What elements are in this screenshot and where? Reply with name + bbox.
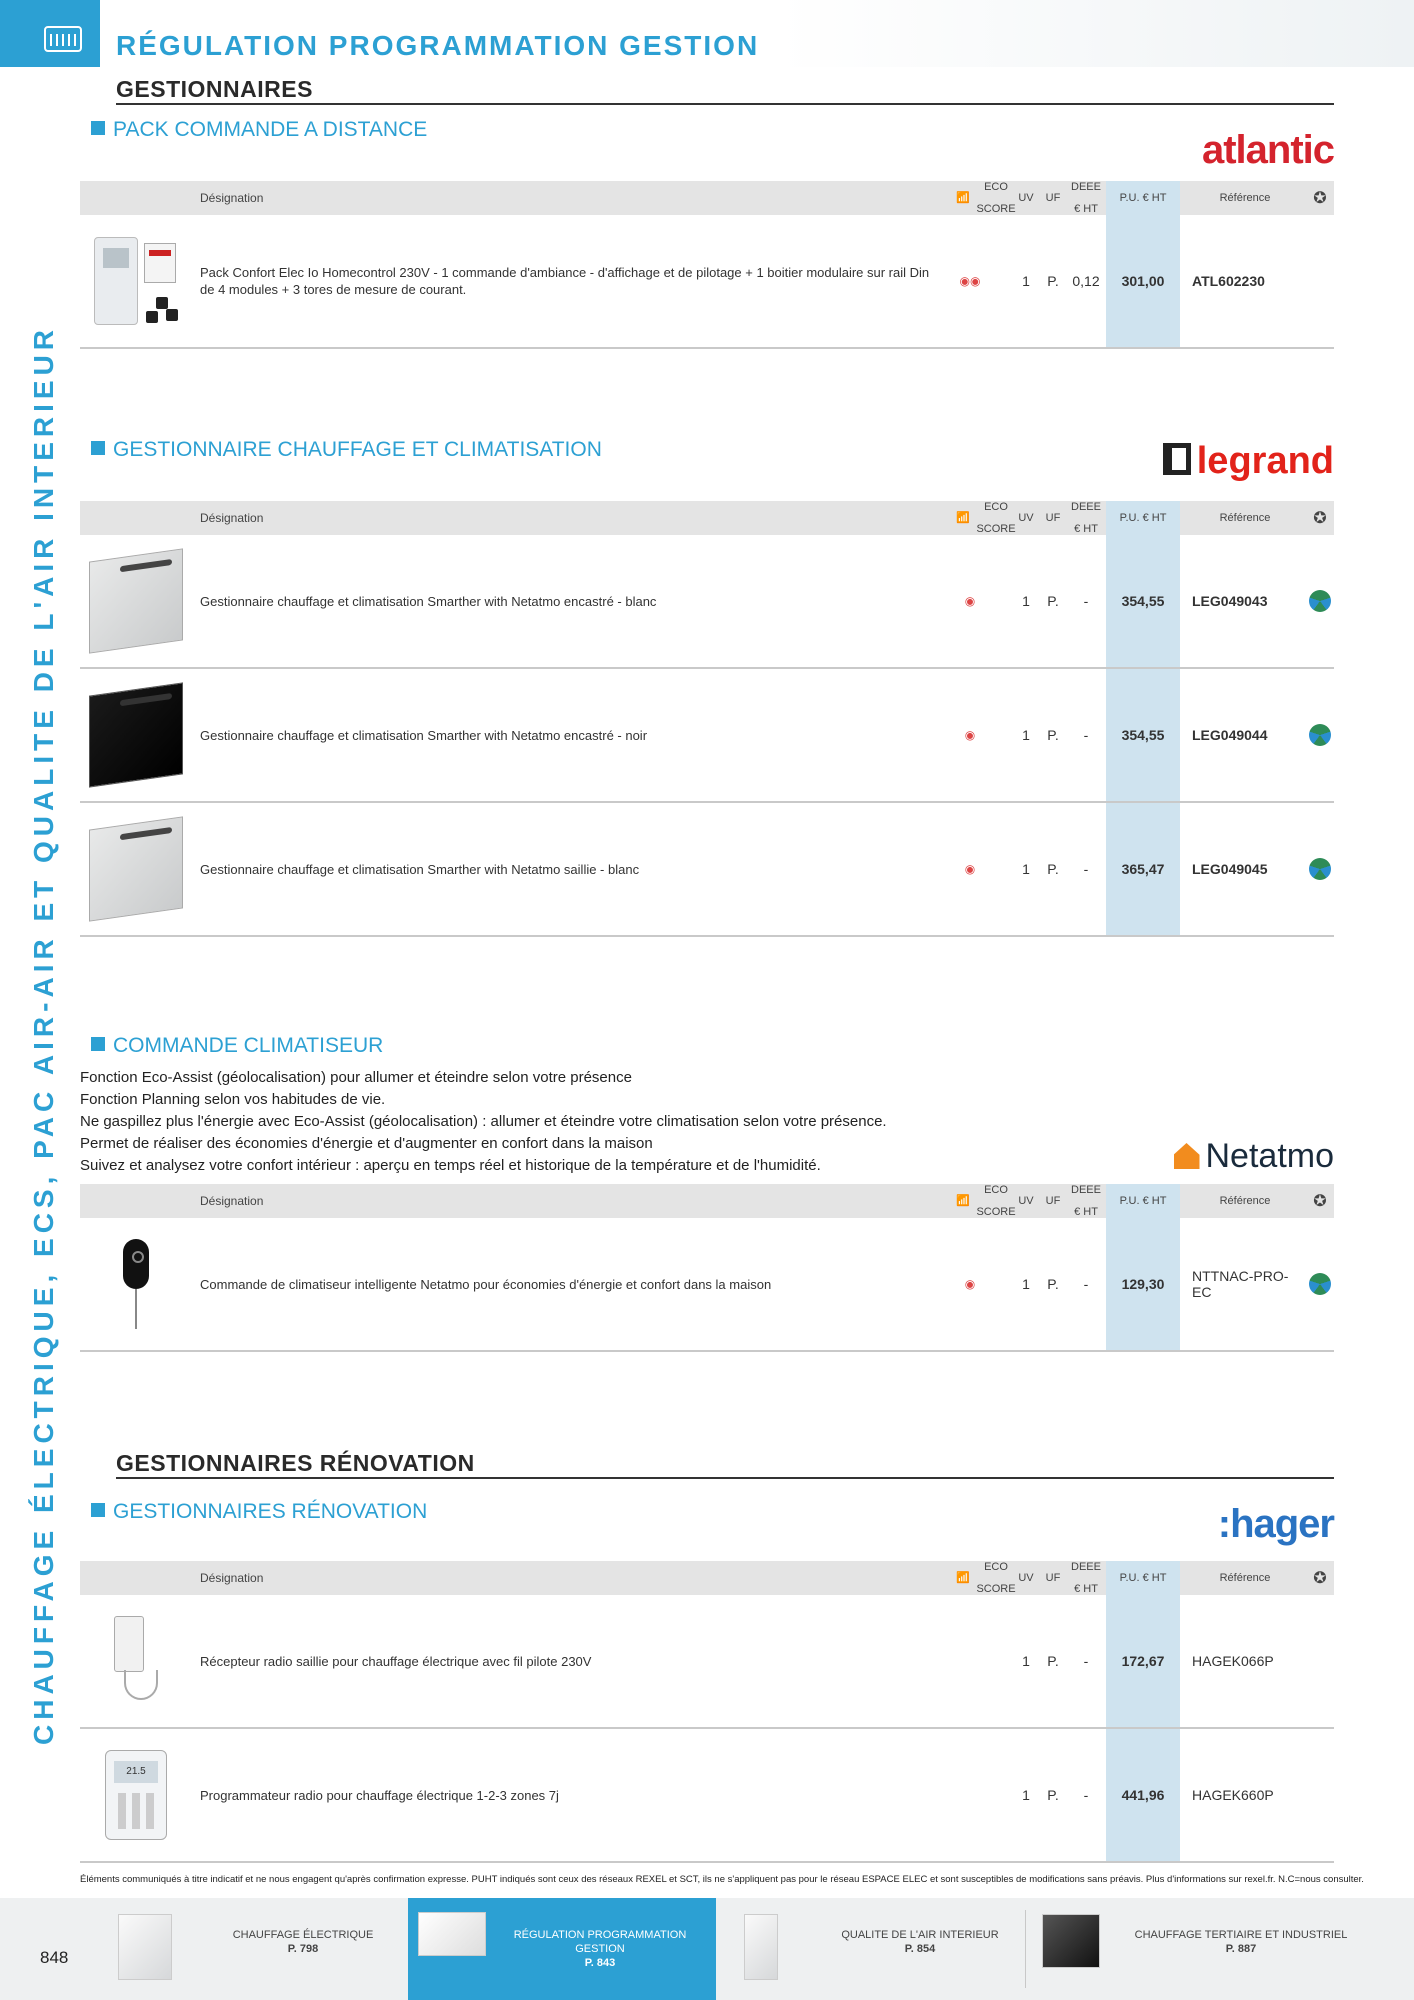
recycle-icon — [1306, 535, 1334, 667]
product-table-climatiseur — [80, 1184, 1334, 1352]
brand-logo-atlantic: atlantic — [1201, 128, 1334, 172]
uv-value: 1 — [1022, 1276, 1030, 1292]
product-thumbnail — [118, 1914, 172, 1980]
product-reference[interactable]: ATL602230 — [1192, 273, 1265, 289]
description-line: Ne gaspillez plus l'énergie avec Eco-Assist (géolocalisation) : allumer et éteindre votre climatisation selon votre présence. — [80, 1113, 887, 1130]
category-tab[interactable] — [0, 0, 100, 67]
uv-value: 1 — [1022, 727, 1030, 743]
col-uv: UV — [1018, 191, 1034, 204]
nav-page: P. 843 — [584, 1957, 616, 1969]
product-reference[interactable]: NTTNAC-PRO-EC — [1192, 1268, 1289, 1300]
subsection-label: PACK COMMANDE A DISTANCE — [113, 118, 428, 141]
deee-value: - — [1083, 593, 1089, 609]
col-uf: UF — [1045, 1571, 1061, 1584]
subsection-label: GESTIONNAIRES RÉNOVATION — [113, 1500, 428, 1523]
col-deee: DEEE € HT — [1071, 500, 1101, 535]
table-row[interactable] — [80, 1218, 1334, 1352]
bullet-square-icon — [91, 1503, 105, 1517]
description-line: Suivez et analysez votre confort intérieur : aperçu en temps réel et historique de la température et de l'humidité. — [80, 1157, 821, 1174]
uf-value: P. — [1047, 1276, 1059, 1292]
uv-value: 1 — [1022, 1787, 1030, 1803]
col-price: P.U. € HT — [1106, 1561, 1180, 1595]
col-designation: Désignation — [200, 1193, 264, 1208]
col-reference: Référence — [1219, 191, 1271, 204]
subsection-label: COMMANDE CLIMATISEUR — [113, 1034, 384, 1057]
product-designation: Gestionnaire chauffage et climatisation Smarther with Netatmo saillie - blanc — [200, 861, 640, 877]
table-row[interactable] — [80, 1729, 1334, 1863]
col-uv: UV — [1018, 1194, 1034, 1207]
recycle-icon — [1306, 803, 1334, 935]
uf-value: P. — [1047, 727, 1059, 743]
product-image — [80, 1729, 192, 1861]
col-uv: UV — [1018, 511, 1034, 524]
col-eco-score: ECO SCORE — [976, 180, 1016, 215]
footer-nav-chauffage-electrique[interactable] — [100, 1898, 408, 2000]
col-uf: UF — [1045, 191, 1061, 204]
eco-score-icon: ◉ — [964, 728, 976, 742]
footer-nav-qualite-air[interactable] — [716, 1898, 1024, 2000]
wifi-icon: 📶 — [956, 1194, 970, 1207]
col-price: P.U. € HT — [1106, 1184, 1180, 1218]
section-rule — [116, 1477, 1334, 1479]
col-designation: Désignation — [200, 1570, 264, 1585]
col-price: P.U. € HT — [1106, 501, 1180, 535]
product-designation: Gestionnaire chauffage et climatisation Smarther with Netatmo encastré - noir — [200, 727, 648, 743]
product-designation: Récepteur radio saillie pour chauffage électrique avec fil pilote 230V — [200, 1653, 592, 1669]
uv-value: 1 — [1022, 273, 1030, 289]
product-description — [80, 1067, 887, 1177]
unit-price: 441,96 — [1121, 1787, 1165, 1803]
nav-page: P. 798 — [287, 1943, 319, 1955]
recycle-icon — [1306, 669, 1334, 801]
page-title: RÉGULATION PROGRAMMATION GESTION — [116, 30, 760, 61]
product-designation: Gestionnaire chauffage et climatisation Smarther with Netatmo encastré - blanc — [200, 593, 657, 609]
unit-price: 172,67 — [1121, 1653, 1165, 1669]
product-designation: Pack Confort Elec Io Homecontrol 230V - 1 commande d'ambiance - d'affichage et de pilotage + 1 boitier modulaire sur rail Din de 4 modules + 3 tores de mesure de courant. — [200, 265, 930, 297]
subsection-commande-climatiseur — [91, 1034, 383, 1058]
product-reference[interactable]: LEG049045 — [1192, 861, 1268, 877]
unit-price: 354,55 — [1121, 727, 1165, 743]
product-image — [80, 535, 192, 667]
table-header — [80, 1561, 1334, 1595]
wifi-icon: 📶 — [956, 511, 970, 524]
product-image — [80, 803, 192, 935]
deee-value: - — [1083, 727, 1089, 743]
col-uv: UV — [1018, 1571, 1034, 1584]
product-thumbnail — [1042, 1914, 1100, 1968]
unit-price: 129,30 — [1121, 1276, 1165, 1292]
unit-price: 354,55 — [1121, 593, 1165, 609]
subsection-pack-commande — [91, 118, 427, 142]
col-deee: DEEE € HT — [1071, 180, 1101, 215]
bullet-square-icon — [91, 441, 105, 455]
nav-label: QUALITE DE L'AIR INTERIEUR — [841, 1929, 999, 1941]
recycle-header-icon: ✪ — [1313, 189, 1327, 207]
table-header — [80, 1184, 1334, 1218]
col-uf: UF — [1045, 511, 1061, 524]
product-image — [80, 1595, 192, 1727]
product-thumbnail — [744, 1914, 778, 1980]
radiator-icon — [44, 26, 82, 52]
bullet-square-icon — [91, 121, 105, 135]
uf-value: P. — [1047, 273, 1059, 289]
wifi-icon: 📶 — [956, 1571, 970, 1584]
subsection-gestionnaire-chauffage — [91, 438, 602, 462]
nav-page: P. 854 — [904, 1943, 936, 1955]
col-deee: DEEE € HT — [1071, 1560, 1101, 1595]
product-image — [80, 1218, 192, 1350]
subsection-label: GESTIONNAIRE CHAUFFAGE ET CLIMATISATION — [113, 438, 602, 461]
eco-score-icon: ◉◉ — [959, 274, 981, 288]
uv-value: 1 — [1022, 1653, 1030, 1669]
col-deee: DEEE € HT — [1071, 1183, 1101, 1218]
product-table-renovation — [80, 1561, 1334, 1863]
table-header — [80, 501, 1334, 535]
description-line: Fonction Eco-Assist (géolocalisation) pour allumer et éteindre selon votre présence — [80, 1069, 632, 1086]
table-row[interactable] — [80, 215, 1334, 349]
section-heading-renovation: GESTIONNAIRES RÉNOVATION — [116, 1450, 475, 1476]
product-image — [80, 215, 192, 347]
subsection-renovation — [91, 1500, 427, 1524]
table-row[interactable] — [80, 1595, 1334, 1729]
col-eco-score: ECO SCORE — [976, 1560, 1016, 1595]
product-reference[interactable]: HAGEK660P — [1192, 1787, 1274, 1803]
col-reference: Référence — [1219, 1194, 1271, 1207]
col-reference: Référence — [1219, 511, 1271, 524]
table-header — [80, 181, 1334, 215]
section-rule — [116, 103, 1334, 105]
legal-disclaimer: Éléments communiqués à titre indicatif et ne nous engagent qu'après confirmation expresse. PUHT indiqués sont ceux des réseaux REXEL et SCT, ils ne s'appliquent pas pour le réseau ESPACE ELEC et sont susceptibles de modifications sans préavis. Plus d'informations sur rexel.fr. N.C=nous consulter. — [80, 1874, 1364, 1885]
product-designation: Commande de climatiseur intelligente Netatmo pour économies d'énergie et confort dans la maison — [200, 1276, 772, 1292]
table-row[interactable] — [80, 803, 1334, 937]
legrand-mark-icon — [1163, 443, 1191, 475]
deee-value: - — [1083, 1653, 1089, 1669]
eco-score-icon: ◉ — [964, 594, 976, 608]
brand-logo-netatmo: Netatmo — [1174, 1137, 1335, 1176]
brand-logo-hager: :hager — [1217, 1502, 1334, 1546]
description-line: Fonction Planning selon vos habitudes de vie. — [80, 1091, 386, 1108]
uf-value: P. — [1047, 1787, 1059, 1803]
eco-score-icon: ◉ — [964, 862, 976, 876]
eco-score-icon: ◉ — [964, 1277, 976, 1291]
deee-value: - — [1083, 1787, 1089, 1803]
product-image — [80, 669, 192, 801]
nav-page: P. 887 — [1225, 1943, 1257, 1955]
recycle-header-icon: ✪ — [1313, 1569, 1327, 1587]
section-heading-gestionnaires: GESTIONNAIRES — [116, 76, 313, 102]
thermostat-display: 21.5 — [114, 1761, 158, 1783]
description-line: Permet de réaliser des économies d'énergie et d'augmenter en confort dans la maison — [80, 1135, 653, 1152]
deee-value: - — [1083, 861, 1089, 877]
col-designation: Désignation — [200, 510, 264, 525]
col-eco-score: ECO SCORE — [976, 1183, 1016, 1218]
unit-price: 301,00 — [1121, 273, 1165, 289]
col-eco-score: ECO SCORE — [976, 500, 1016, 535]
col-designation: Désignation — [200, 190, 264, 205]
uv-value: 1 — [1022, 861, 1030, 877]
col-price: P.U. € HT — [1106, 181, 1180, 215]
deee-value: - — [1083, 1276, 1089, 1292]
uv-value: 1 — [1022, 593, 1030, 609]
col-uf: UF — [1045, 1194, 1061, 1207]
table-row[interactable] — [80, 535, 1334, 669]
nav-label: CHAUFFAGE ÉLECTRIQUE — [232, 1929, 374, 1941]
netatmo-mark-icon — [1174, 1143, 1200, 1169]
col-reference: Référence — [1219, 1571, 1271, 1584]
product-table-gestionnaire — [80, 501, 1334, 937]
uf-value: P. — [1047, 1653, 1059, 1669]
product-thumbnail — [418, 1912, 486, 1956]
product-reference[interactable]: HAGEK066P — [1192, 1653, 1274, 1669]
recycle-header-icon: ✪ — [1313, 509, 1327, 527]
product-designation: Programmateur radio pour chauffage électrique 1-2-3 zones 7j — [200, 1787, 559, 1803]
brand-logo-legrand: legrand — [1163, 440, 1334, 483]
footer-nav-chauffage-tertiaire[interactable] — [1026, 1898, 1366, 2000]
page-number: 848 — [40, 1948, 69, 1967]
footer-nav-regulation[interactable] — [408, 1898, 716, 2000]
uf-value: P. — [1047, 593, 1059, 609]
nav-label: CHAUFFAGE TERTIAIRE ET INDUSTRIEL — [1134, 1929, 1348, 1941]
recycle-icon — [1306, 1218, 1334, 1350]
wifi-icon: 📶 — [956, 191, 970, 204]
unit-price: 365,47 — [1121, 861, 1165, 877]
deee-value: 0,12 — [1072, 273, 1100, 289]
side-category-label: CHAUFFAGE ÉLECTRIQUE, ECS, PAC AIR-AIR ET QUALITE DE L'AIR INTERIEUR — [28, 324, 59, 1745]
table-row[interactable] — [80, 669, 1334, 803]
uf-value: P. — [1047, 861, 1059, 877]
product-reference[interactable]: LEG049043 — [1192, 593, 1268, 609]
bullet-square-icon — [91, 1037, 105, 1051]
recycle-header-icon: ✪ — [1313, 1192, 1327, 1210]
product-reference[interactable]: LEG049044 — [1192, 727, 1268, 743]
nav-label: RÉGULATION PROGRAMMATION GESTION — [513, 1929, 687, 1955]
product-table-pack — [80, 181, 1334, 349]
